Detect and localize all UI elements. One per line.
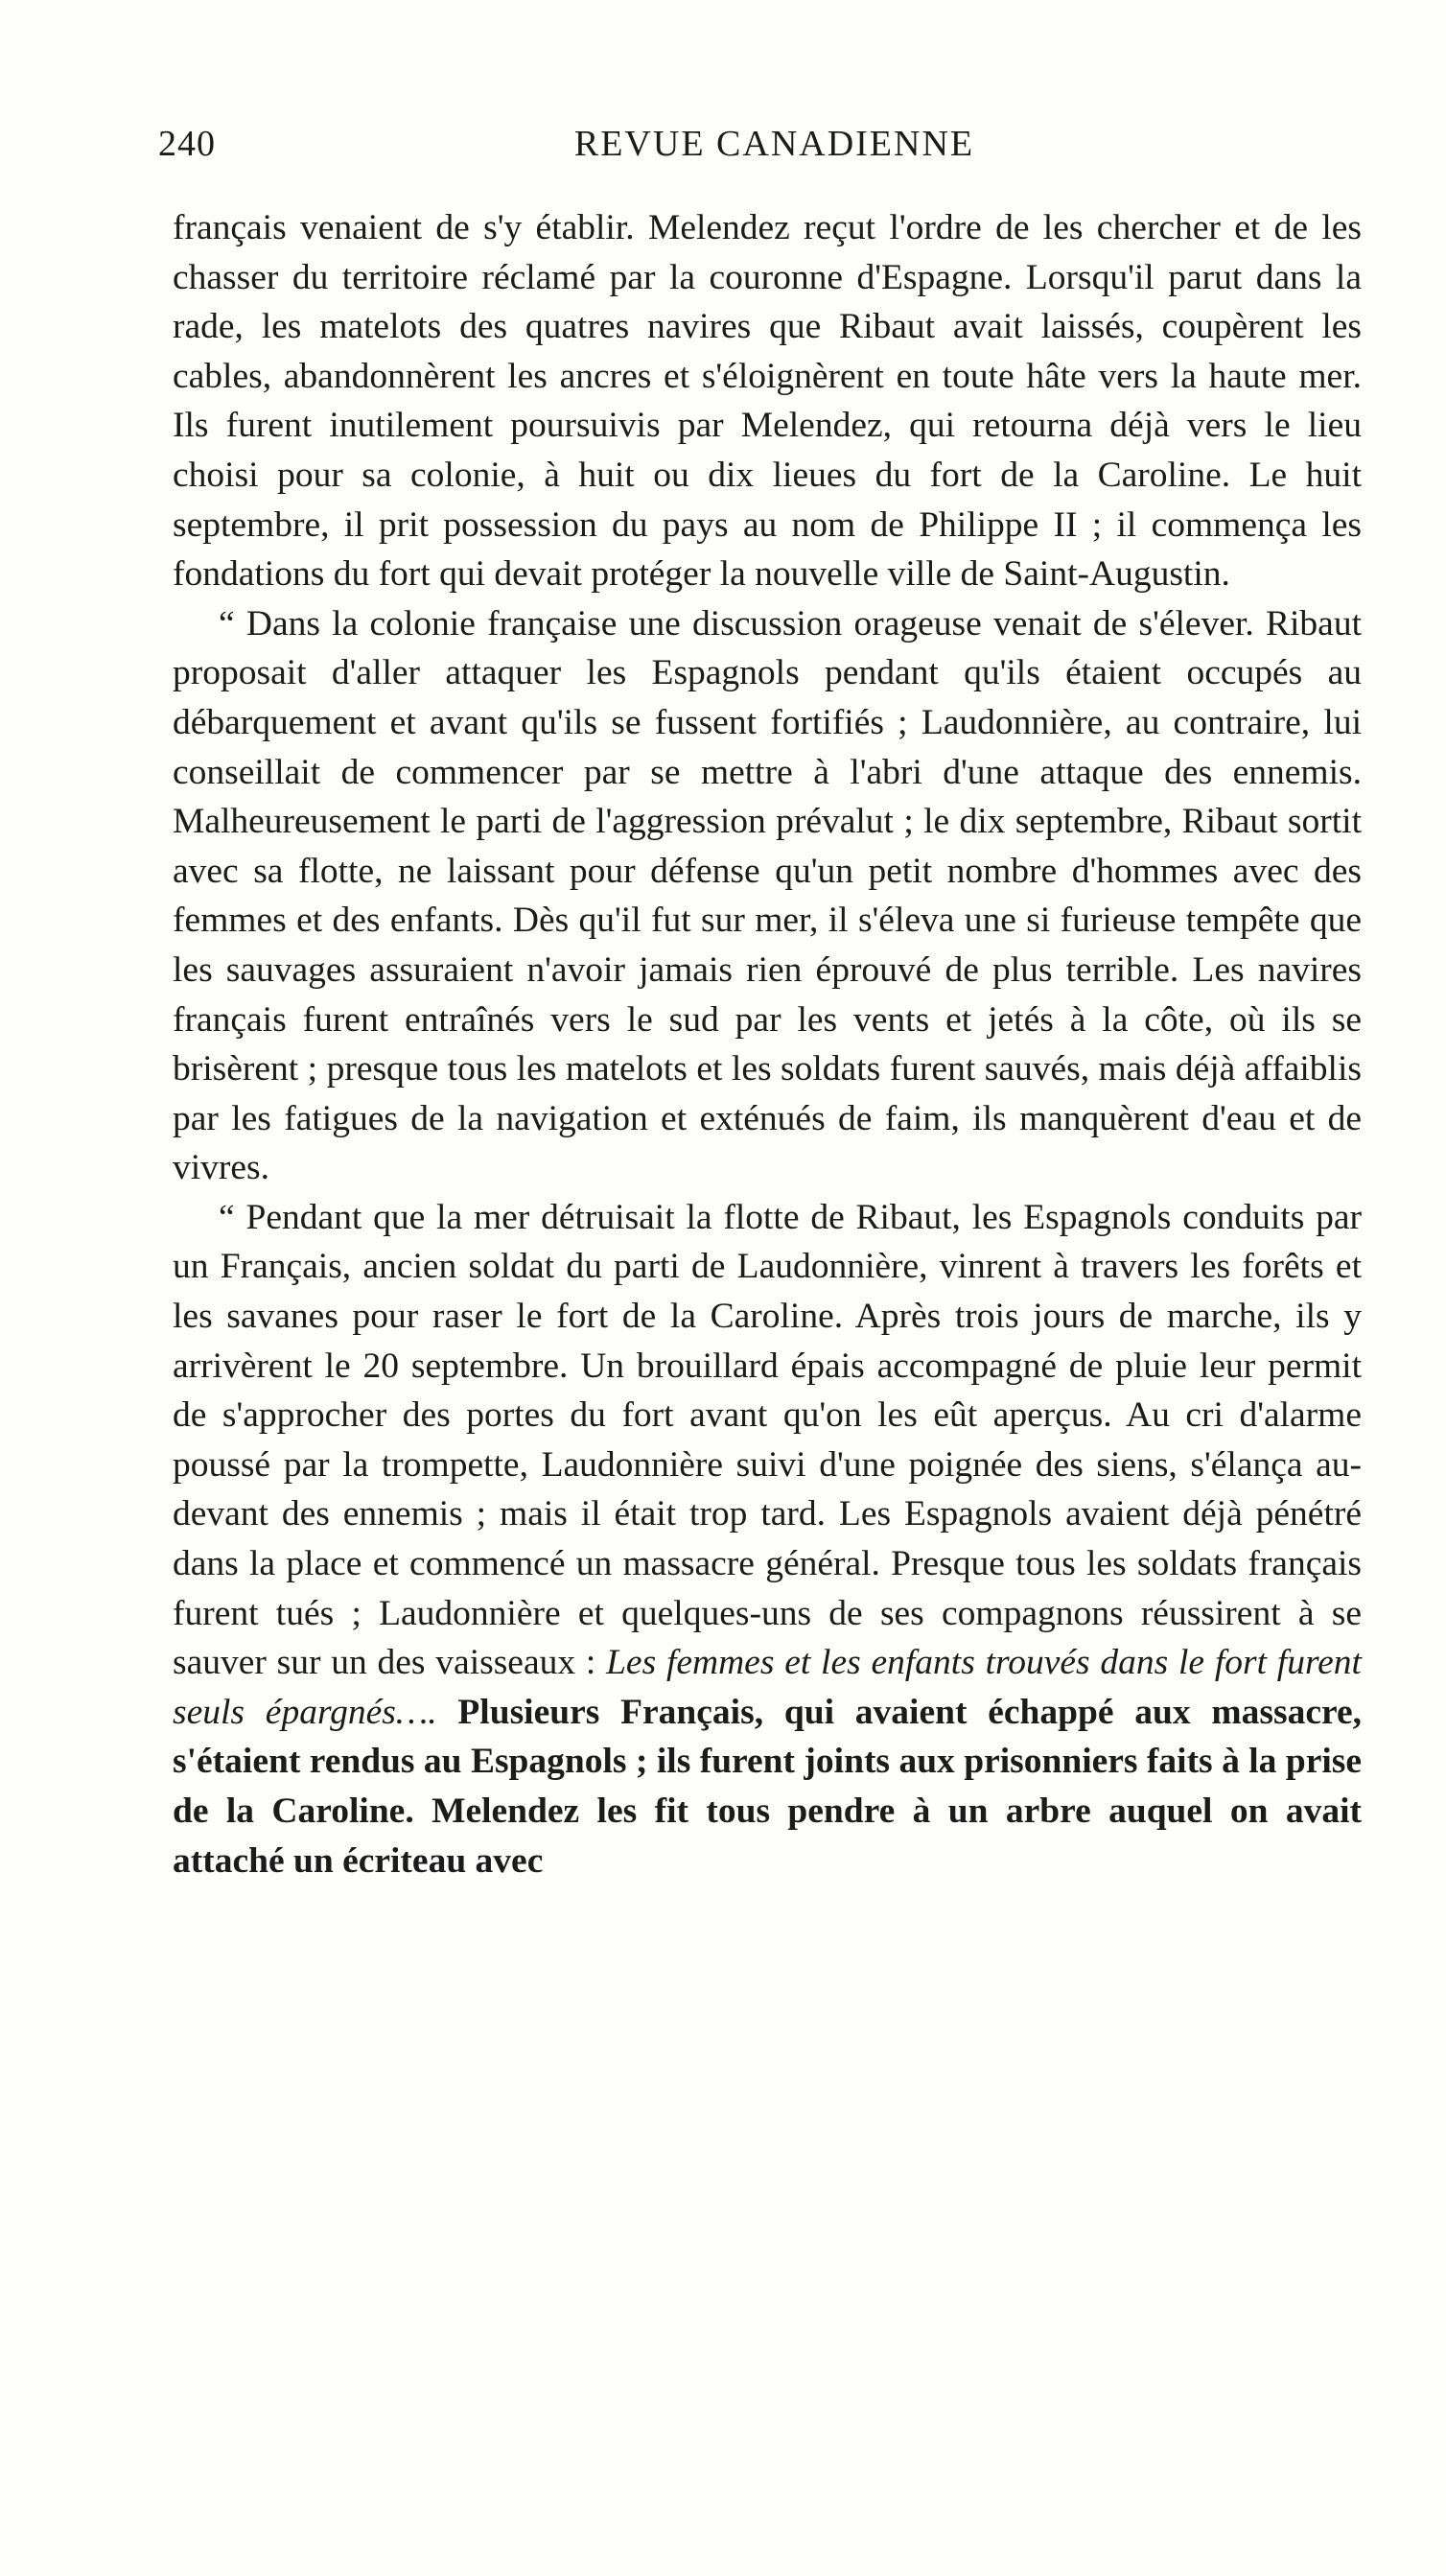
body-text <box>173 203 1362 1885</box>
paragraph-1: français venaient de s'y établir. Melendez reçut l'ordre de les chercher et de les chasser du territoire réclamé par la couronne d'Espagne. Lorsqu'il parut dans la rade, les matelots des quatres navires que Ribaut avait laissés, coupèrent les cables, abandonnèrent les ancres et s'éloignèrent en toute hâte vers la haute mer. Ils furent inutilement poursuivis par Melendez, qui retourna déjà vers le lieu choisi pour sa colonie, à huit ou dix lieues du fort de la Caroline. Le huit septembre, il prit possession du pays au nom de Philippe II ; il commença les fondations du fort qui devait protéger la nouvelle ville de Saint-Augustin. <box>173 208 1362 595</box>
paragraph-3-text-start: “ Pendant que la mer détruisait la flotte de Ribaut, les Espagnols conduits par un Français, ancien soldat du parti de Laudonnière, vinrent à travers les forêts et les savanes pour raser le fort de la Caroline. Après trois jours de marche, ils y arrivèrent le 20 septembre. Un brouillard épais accompagné de pluie leur permit de s'approcher des portes du fort avant qu'on les eût aperçus. Au cri d'alarme poussé par la trompette, Laudonnière suivi d'une poignée des siens, s'élança au-devant des ennemis ; mais il était trop tard. Les Espagnols avaient déjà pénétré dans la place et commencé un massacre général. Presque tous les soldats français furent tués ; Laudonnière et quelques-uns de ses compagnons réussirent à se sauver sur un des vaisseaux : <box>173 1197 1362 1683</box>
page-header <box>158 123 1347 180</box>
paragraph-3-text-end: Plusieurs Français, qui avaient échappé aux massacre, s'étaient rendus au Espagnols ; ils furent joints aux prisonniers faits à la prise de la Caroline. Melendez les fit tous pendre à un arbre auquel on avait attaché un écriteau avec <box>173 1692 1362 1881</box>
paragraph-2: “ Dans la colonie française une discussion orageuse venait de s'élever. Ribaut proposait d'aller attaquer les Espagnols pendant qu'ils étaient occupés au débarquement et avant qu'ils se fussent fortifiés ; Laudonnière, au contraire, lui conseillait de commencer par se mettre à l'abri d'une attaque des ennemis. Malheureusement le parti de l'aggression prévalut ; le dix septembre, Ribaut sortit avec sa flotte, ne laissant pour défense qu'un petit nombre d'hommes avec des femmes et des enfants. Dès qu'il fut sur mer, il s'éleva une si furieuse tempête que les sauvages assuraient n'avoir jamais rien éprouvé de plus terrible. Les navires français furent entraînés vers le sud par les vents et jetés à la côte, où ils se brisèrent ; presque tous les matelots et les soldats furent sauvés, mais déjà affaiblis par les fatigues de la navigation et exténués de faim, ils manquèrent d'eau et de vivres. <box>173 603 1362 1188</box>
paragraph-3-italic-quote: Les femmes et les enfants trouvés dans le fort furent seuls épargnés…. <box>173 1643 1362 1732</box>
page-number: 240 <box>158 124 216 164</box>
running-head: REVUE CANADIENNE <box>573 124 975 164</box>
paragraph-3 <box>173 1193 1362 1885</box>
